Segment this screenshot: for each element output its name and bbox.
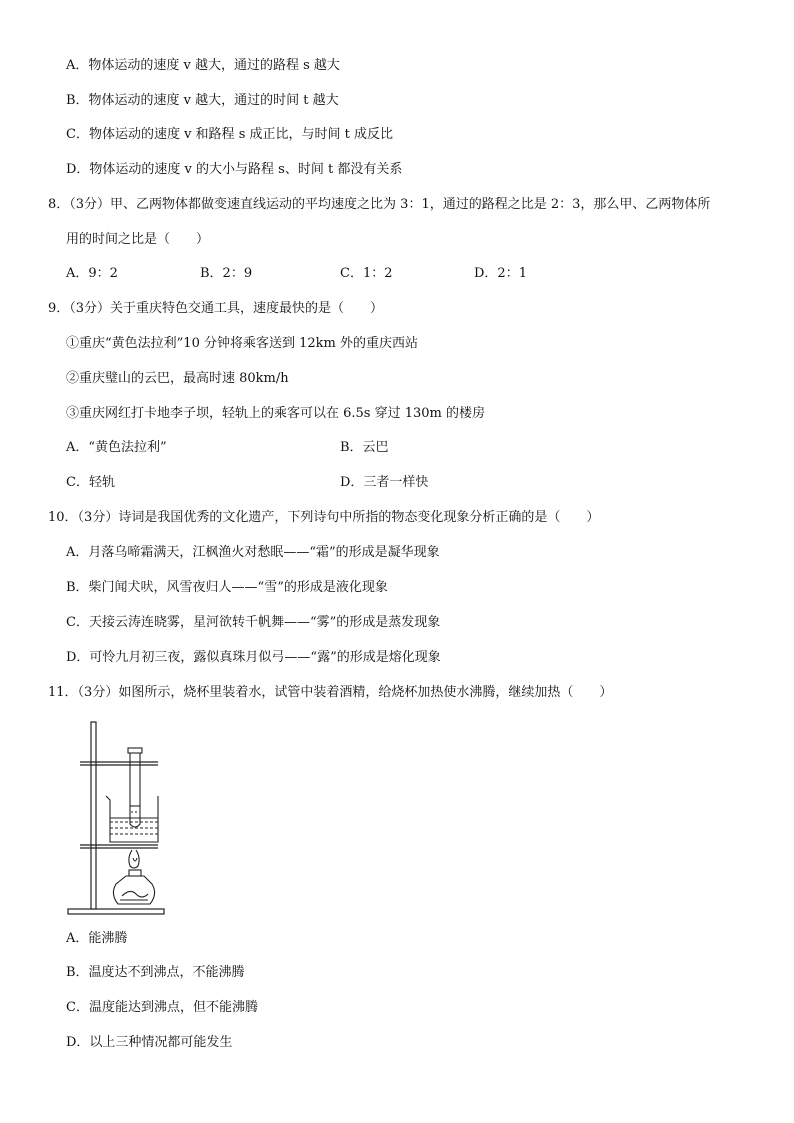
boiling-apparatus-figure bbox=[66, 718, 196, 918]
q10-option-b: B．柴门闻犬吠，风雪夜归人——“雪”的形成是液化现象 bbox=[66, 580, 388, 595]
q10-option-c: C．天接云涛连晓雾，星河欲转千帆舞——“雾”的形成是蒸发现象 bbox=[66, 615, 441, 630]
alcohol-lamp bbox=[113, 850, 154, 904]
q8-stem-line1: 8．（3分）甲、乙两物体都做变速直线运动的平均速度之比为 3：1，通过的路程之比是 2：3，那么甲、乙两物体所 bbox=[48, 197, 711, 212]
q9-item-3: ③重庆网红打卡地李子坝，轻轨上的乘客可以在 6.5s 穿过 130m 的楼房 bbox=[66, 406, 486, 421]
q9-item-1: ①重庆“黄色法拉利”10 分钟将乘客送到 12km 外的重庆西站 bbox=[66, 336, 418, 351]
q8-option-b: B．2：9 bbox=[200, 266, 253, 281]
q9-option-b: B．云巴 bbox=[340, 440, 389, 455]
q7-option-c: C．物体运动的速度 v 和路程 s 成正比，与时间 t 成反比 bbox=[66, 127, 393, 142]
q10-option-a: A．月落乌啼霜满天，江枫渔火对愁眠——“霜”的形成是凝华现象 bbox=[66, 545, 440, 560]
q11-option-c: C．温度能达到沸点，但不能沸腾 bbox=[66, 1000, 258, 1015]
q8-option-d: D．2：1 bbox=[474, 266, 527, 281]
q9-stem: 9．（3分）关于重庆特色交通工具，速度最快的是（ ） bbox=[48, 301, 384, 316]
q11-option-b: B．温度达不到沸点，不能沸腾 bbox=[66, 965, 245, 980]
q9-option-c: C．轻轨 bbox=[66, 475, 115, 490]
q8-stem-line2: 用的时间之比是（ ） bbox=[66, 232, 210, 247]
q11-option-d: D．以上三种情况都可能发生 bbox=[66, 1035, 233, 1050]
q7-option-d: D．物体运动的速度 v 的大小与路程 s、时间 t 都没有关系 bbox=[66, 162, 403, 177]
q8-option-c: C．1：2 bbox=[340, 266, 393, 281]
q9-option-a: A．“黄色法拉利” bbox=[66, 440, 167, 455]
q10-stem: 10．（3分）诗词是我国优秀的文化遗产，下列诗句中所指的物态变化现象分析正确的是（ ） bbox=[48, 510, 600, 525]
q9-option-d: D．三者一样快 bbox=[340, 475, 429, 490]
q7-option-b: B．物体运动的速度 v 越大，通过的时间 t 越大 bbox=[66, 93, 339, 108]
q8-option-a: A．9：2 bbox=[66, 266, 118, 281]
beaker bbox=[106, 796, 158, 842]
q11-option-a: A．能沸腾 bbox=[66, 931, 128, 946]
q9-item-2: ②重庆璧山的云巴，最高时速 80km/h bbox=[66, 371, 289, 386]
q10-option-d: D．可怜九月初三夜，露似真珠月似弓——“露”的形成是熔化现象 bbox=[66, 650, 441, 665]
q11-stem: 11．（3分）如图所示，烧杯里装着水，试管中装着酒精，给烧杯加热使水沸腾，继续加热（ ） bbox=[48, 685, 613, 700]
q7-option-a: A．物体运动的速度 v 越大，通过的路程 s 越大 bbox=[66, 58, 340, 73]
test-tube bbox=[128, 748, 142, 827]
